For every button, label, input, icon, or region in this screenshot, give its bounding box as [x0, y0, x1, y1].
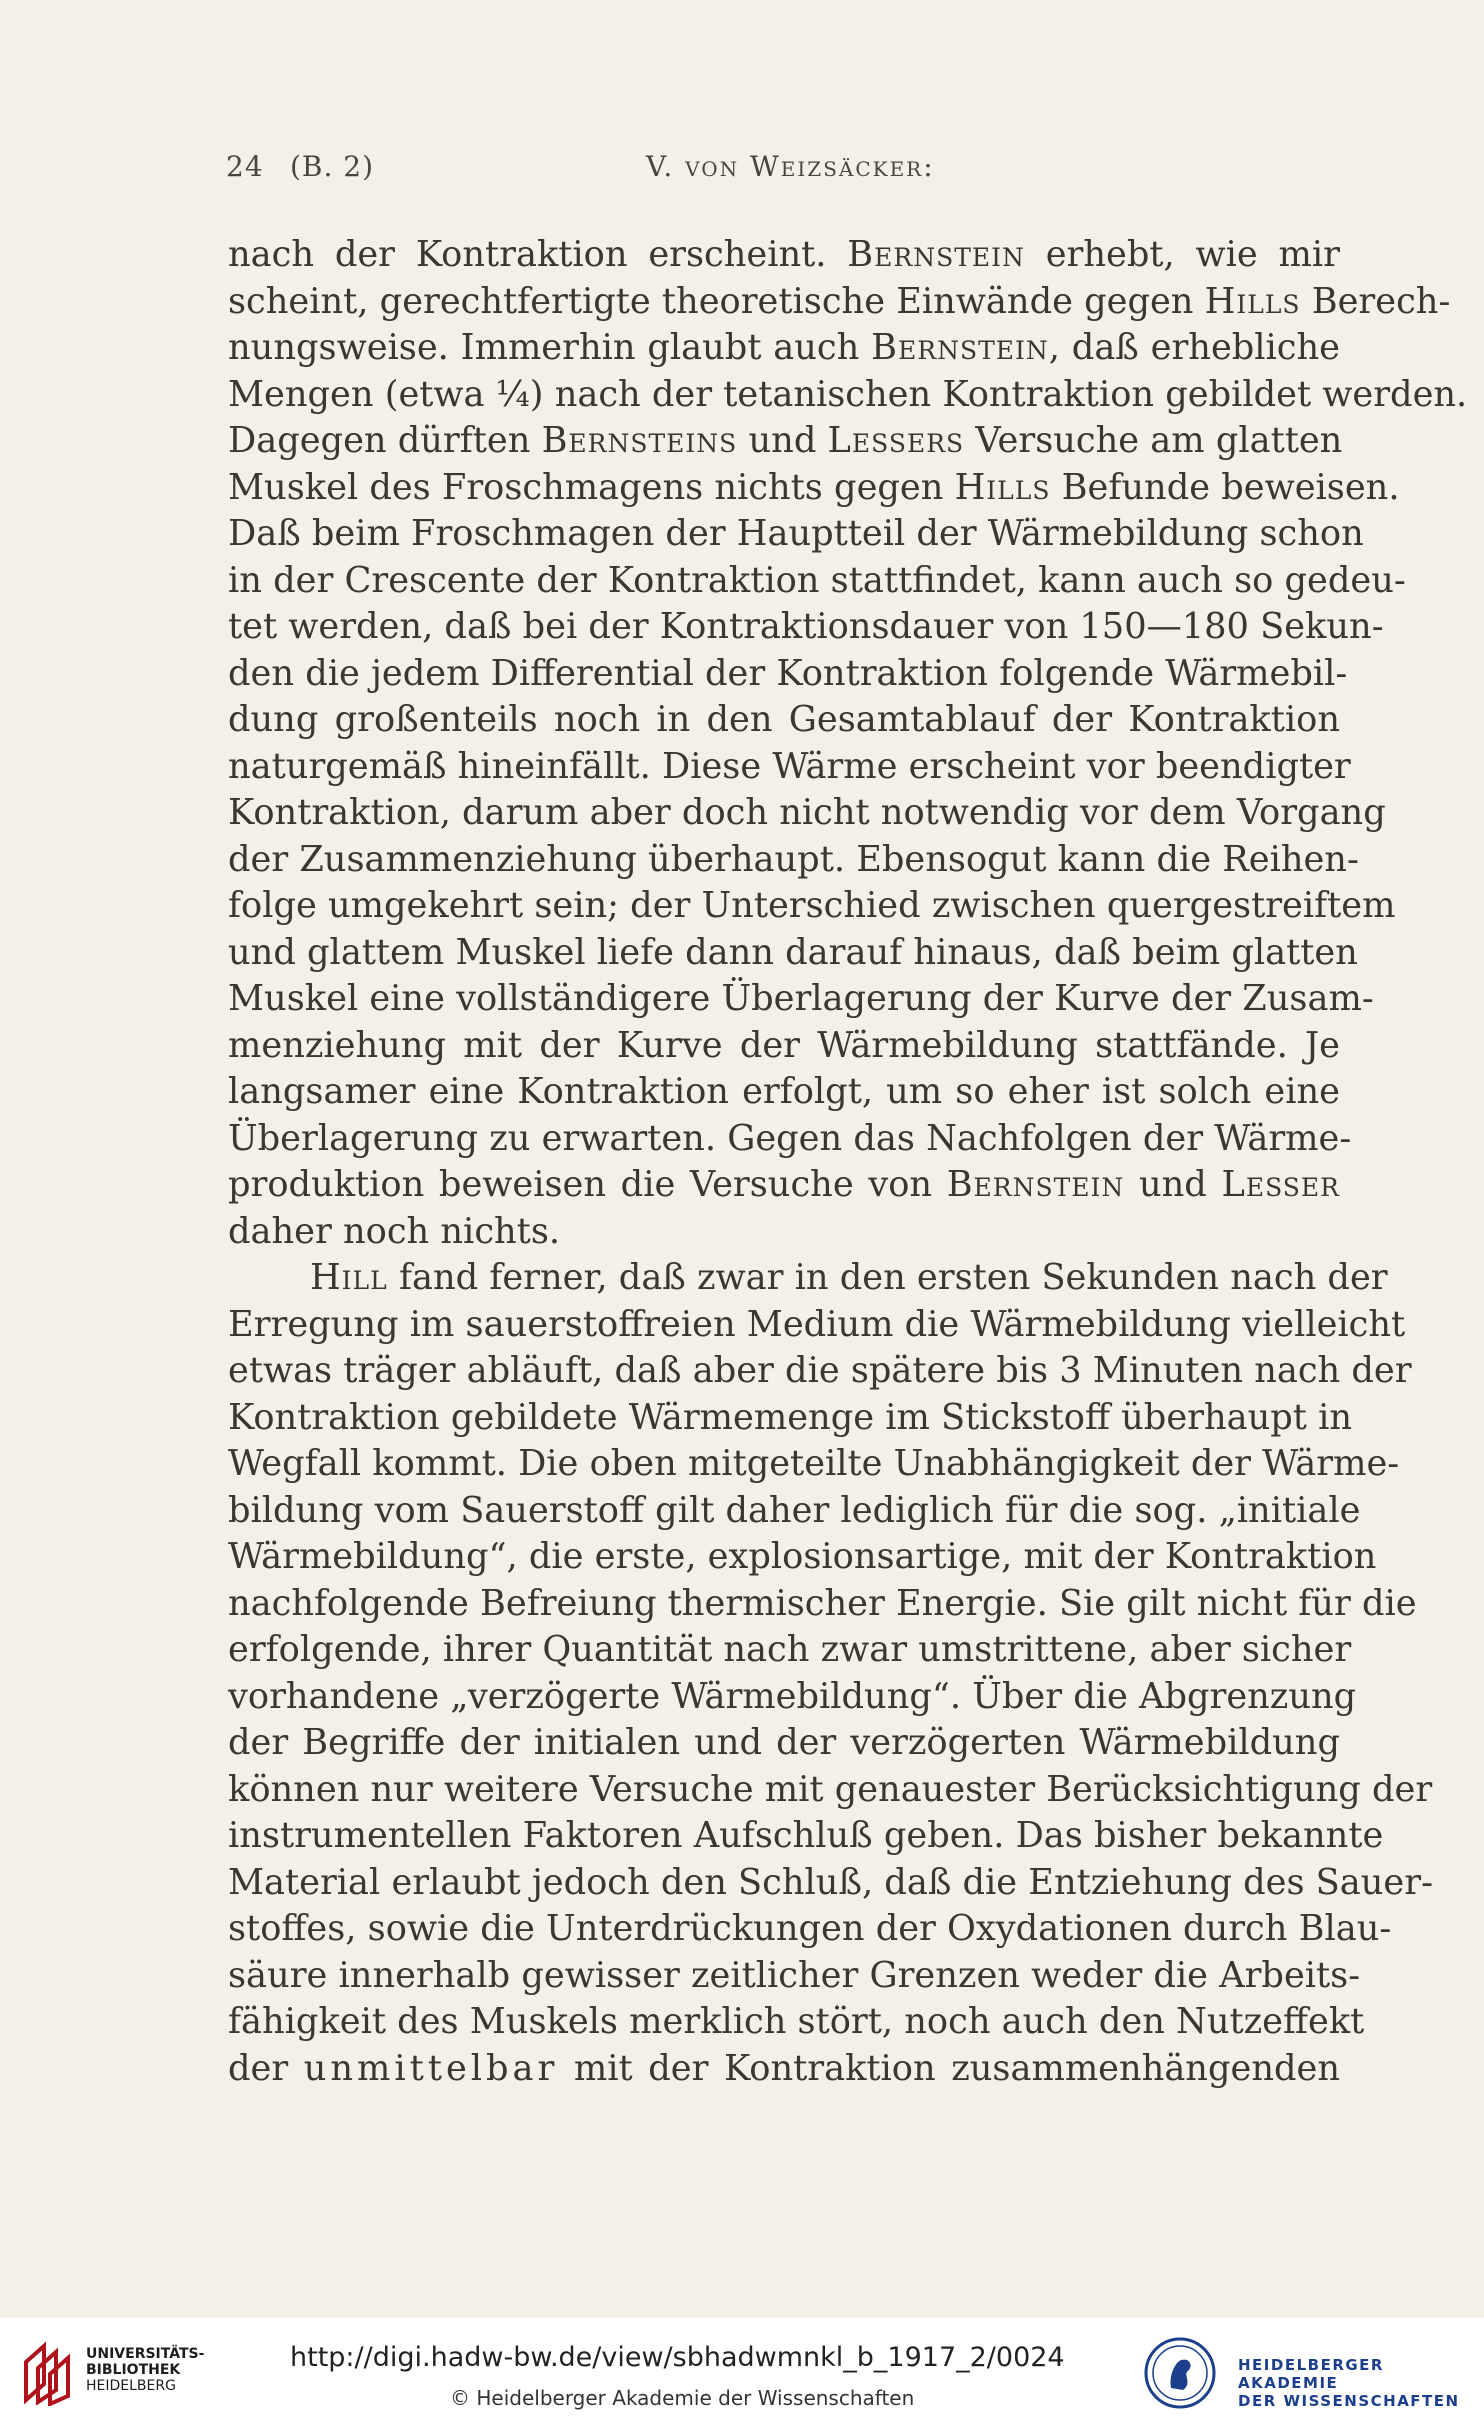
library-line-2: BIBLIOTHEK	[86, 2362, 181, 2378]
text-line	[228, 1302, 1406, 1349]
text-run: Dagegen dürften	[228, 420, 542, 461]
text-run: Berech-	[1300, 280, 1451, 322]
text-run: Bernstein	[847, 234, 1025, 275]
author-header: V. von Weizsäcker:	[646, 150, 935, 183]
text-line	[228, 1162, 1340, 1209]
text-line	[228, 1627, 1352, 1674]
academy-line-1: HEIDELBERGER AKADEMIE	[1238, 2356, 1384, 2392]
text-run: säure innerhalb gewisser zeitlicher Grenzen weder die Arbeits-	[228, 1954, 1361, 1996]
text-line	[228, 511, 1364, 558]
text-run: Muskel eine vollständigere Überlagerung der Kurve der Zusam-	[228, 978, 1374, 1019]
text-run: nach der Kontraktion erscheint.	[228, 234, 848, 275]
text-line	[228, 1209, 1340, 1256]
academy-name	[1238, 2356, 1484, 2410]
footer-bar	[0, 2318, 1484, 2425]
text-line	[228, 1069, 1340, 1116]
text-line	[228, 1488, 1361, 1535]
text-line	[228, 232, 1340, 279]
academy-seal-icon	[1143, 2336, 1217, 2410]
text-run: Hills	[1204, 280, 1301, 322]
text-run: erfolgende, ihrer Quantität nach zwar umstrittene, aber sicher	[228, 1629, 1352, 1670]
university-library-logo-icon	[18, 2340, 78, 2406]
text-line	[228, 325, 1340, 372]
section-label: (B. 2)	[290, 150, 375, 183]
text-run: scheint, gerechtfertigte theoretische Einwände gegen	[228, 280, 1205, 322]
text-line	[228, 372, 1468, 419]
text-run: instrumentellen Faktoren Aufschluß geben. Das bisher bekannte	[228, 1815, 1384, 1856]
text-run: der	[228, 2047, 304, 2089]
text-line	[228, 1441, 1400, 1488]
text-run: Kontraktion, darum aber doch nicht notwendig vor dem Vorgang	[228, 792, 1386, 833]
text-line	[228, 744, 1351, 791]
text-run: Kontraktion gebildete Wärmemenge im Stickstoff überhaupt in	[228, 1396, 1353, 1438]
text-run: mit der Kontraktion zusammenhängenden	[558, 2047, 1340, 2089]
text-line	[228, 651, 1348, 698]
text-run: Muskel des Froschmagens nichts gegen	[228, 466, 955, 508]
text-run: Befunde beweisen.	[1050, 466, 1400, 508]
text-run: Daß beim Froschmagen der Hauptteil der Wärmebildung schon	[228, 513, 1364, 554]
text-line	[228, 2046, 1340, 2093]
text-run: langsamer eine Kontraktion erfolgt, um so eher ist solch eine	[228, 1071, 1340, 1112]
text-run: und glattem Muskel liefe dann darauf hinaus, daß beim glatten	[228, 931, 1358, 973]
text-line	[228, 1720, 1340, 1767]
text-run: nachfolgende Befreiung thermischer Energie. Sie gilt nicht für die	[228, 1582, 1417, 1624]
text-run: Hills	[954, 466, 1051, 508]
text-run: Hill	[310, 1257, 388, 1298]
text-line	[228, 837, 1359, 884]
text-run: , daß erhebliche	[1048, 327, 1340, 368]
text-line	[228, 1395, 1353, 1442]
text-run: den die jedem Differential der Kontraktion folgende Wärmebil-	[228, 652, 1348, 694]
text-run: bildung vom Sauerstoff gilt daher lediglich für die sog. „initiale	[228, 1489, 1361, 1531]
text-line	[228, 1767, 1433, 1814]
text-line	[228, 930, 1358, 977]
text-line	[228, 1813, 1384, 1860]
page-number: 24	[226, 150, 264, 183]
text-run: Versuche am glatten	[964, 420, 1343, 461]
text-run: tet werden, daß bei der Kontraktionsdauer von 150—180 Sekun-	[228, 606, 1384, 647]
academy-line-2: DER WISSENSCHAFTEN	[1238, 2392, 1460, 2410]
text-run: der Zusammenziehung überhaupt. Ebensogut kann die Reihen-	[228, 838, 1359, 880]
text-line	[228, 604, 1384, 651]
running-head	[226, 150, 1256, 190]
text-run: können nur weitere Versuche mit genauester Berücksichtigung der	[228, 1768, 1433, 1810]
text-run: Wärmebildung“, die erste, explosionsartige, mit der Kontraktion	[228, 1536, 1377, 1577]
text-run: Wegfall kommt. Die oben mitgeteilte Unabhängigkeit der Wärme-	[228, 1443, 1400, 1484]
text-run: der Begriffe der initialen und der verzögerten Wärmebildung	[228, 1722, 1340, 1763]
text-run: folge umgekehrt sein; der Unterschied zwischen quergestreiftem	[228, 885, 1396, 926]
text-line	[228, 558, 1406, 605]
text-line	[228, 1116, 1352, 1163]
text-line	[228, 418, 1343, 465]
text-run: und	[737, 420, 828, 461]
permalink-url[interactable]: http://digi.hadw-bw.de/view/sbhadwmnkl_b_1917_2/0024	[290, 2342, 1065, 2373]
university-library-name	[86, 2346, 204, 2394]
text-line	[228, 1674, 1357, 1721]
text-line	[228, 1860, 1433, 1907]
text-line	[228, 790, 1386, 837]
body-text	[228, 232, 1468, 2092]
text-run: Bernsteins	[541, 420, 738, 461]
text-run: daher noch nichts.	[228, 1210, 561, 1252]
text-run: Mengen (etwa ¼) nach der tetanischen Kontraktion gebildet werden.	[228, 373, 1468, 415]
text-line	[228, 1023, 1340, 1070]
text-run: Bernstein	[871, 327, 1049, 368]
text-run: fähigkeit des Muskels merklich stört, noch auch den Nutzeffekt	[228, 2001, 1365, 2042]
library-line-3: HEIDELBERG	[86, 2378, 176, 2394]
text-line	[228, 976, 1374, 1023]
text-run: nungsweise. Immerhin glaubt auch	[228, 327, 872, 368]
text-line	[228, 1906, 1392, 1953]
text-run: produktion beweisen die Versuche von	[228, 1164, 947, 1205]
text-run: fand ferner, daß zwar in den ersten Sekunden nach der	[387, 1257, 1388, 1298]
text-run: etwas träger abläuft, daß aber die spätere bis 3 Minuten nach der	[228, 1350, 1412, 1391]
text-run: stoffes, sowie die Unterdrückungen der Oxydationen durch Blau-	[228, 1908, 1392, 1949]
text-line	[228, 1581, 1417, 1628]
text-run: erhebt, wie mir	[1024, 234, 1340, 275]
text-run: naturgemäß hineinfällt. Diese Wärme erscheint vor beendigter	[228, 745, 1351, 787]
text-run: vorhandene „verzögerte Wärmebildung“. Über die Abgrenzung	[228, 1675, 1357, 1717]
text-line	[228, 1348, 1412, 1395]
text-line	[228, 1534, 1377, 1581]
text-run: menziehung mit der Kurve der Wärmebildung stattfände. Je	[228, 1024, 1340, 1066]
text-line	[228, 1255, 1388, 1302]
copyright-notice: © Heidelberger Akademie der Wissenschaften	[450, 2386, 915, 2410]
text-line	[228, 697, 1340, 744]
text-run: in der Crescente der Kontraktion stattfindet, kann auch so gedeu-	[228, 559, 1406, 601]
text-run: Lesser	[1221, 1164, 1340, 1205]
text-run: und	[1124, 1164, 1222, 1205]
text-run: Überlagerung zu erwarten. Gegen das Nachfolgen der Wärme-	[228, 1117, 1352, 1159]
text-line	[228, 1999, 1365, 2046]
text-run: unmittelbar	[303, 2047, 559, 2089]
text-line	[228, 279, 1451, 326]
text-line	[228, 883, 1396, 930]
text-run: Bernstein	[946, 1164, 1125, 1205]
library-line-1: UNIVERSITÄTS-	[86, 2346, 205, 2362]
text-run: Erregung im sauerstoffreien Medium die Wärmebildung vielleicht	[228, 1303, 1406, 1345]
text-line	[228, 1953, 1361, 2000]
text-run: Material erlaubt jedoch den Schluß, daß die Entziehung des Sauer-	[228, 1861, 1433, 1903]
text-run: Lessers	[827, 420, 965, 461]
text-run: dung großenteils noch in den Gesamtablauf der Kontraktion	[228, 699, 1340, 740]
text-line	[228, 465, 1400, 512]
